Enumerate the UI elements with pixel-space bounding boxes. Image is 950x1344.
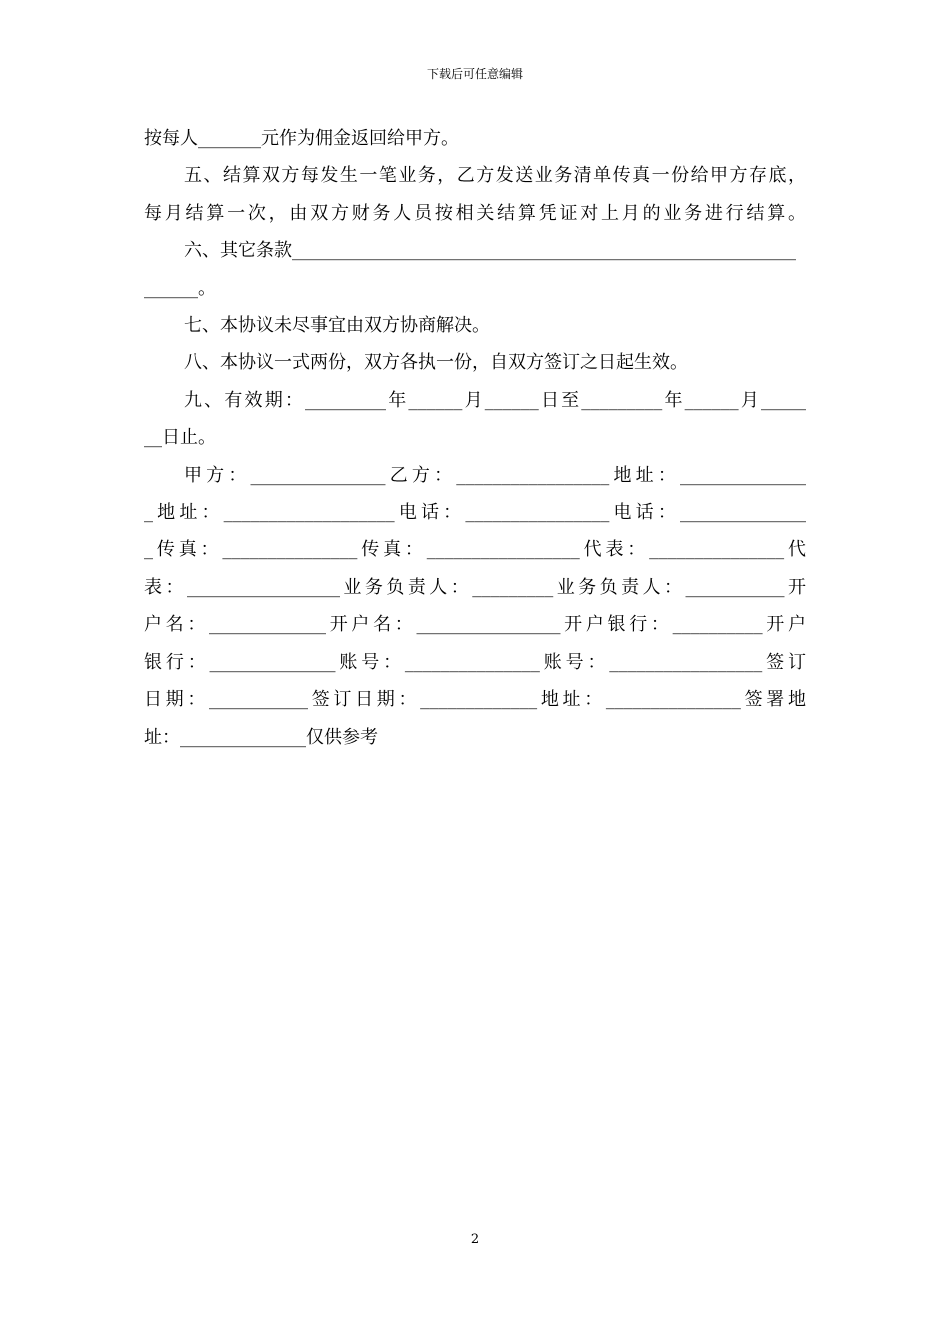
page-header: 下载后可任意编辑 <box>426 67 523 81</box>
page-number: 2 <box>470 1232 480 1247</box>
text-line: 日期：___________签订日期：_____________地址：_______________签署地 <box>144 689 806 711</box>
text-line: 五、结算双方每发生一笔业务，乙方发送业务清单传真一份给甲方存底， <box>184 165 806 187</box>
text-line: __日止。 <box>144 427 216 449</box>
text-line: 每月结算一次，由双方财务人员按相关结算凭证对上月的业务进行结算。 <box>144 202 806 224</box>
document-body <box>144 120 806 756</box>
text-line: 七、本协议未尽事宜由双方协商解决。 <box>184 315 490 337</box>
text-line: ______。 <box>144 277 216 299</box>
text-line: 表：_________________业务负责人：_________业务负责人：___________开 <box>144 576 806 598</box>
text-line: 按每人_______元作为佣金返回给甲方。 <box>144 128 459 149</box>
text-line: _传真：_______________传真：_________________代表：_______________代 <box>144 539 806 561</box>
text-line: 户名：_____________开户名：________________开户银行：__________开户 <box>144 614 806 636</box>
text-line: 八、本协议一式两份，双方各执一份，自双方签订之日起生效。 <box>184 352 688 374</box>
text-line: 甲方：_______________乙方：_________________地址：______________ <box>184 464 806 486</box>
text-line: 九、有效期：_________年______月______日至_________年______月_____ <box>184 389 806 411</box>
text-line: 址：______________仅供参考 <box>144 726 378 748</box>
text-line: 六、其它条款________________________________________________________ <box>184 240 796 262</box>
text-line: _地址：___________________电话：________________电话：______________ <box>144 502 806 524</box>
text-line: 银行：______________账号：_______________账号：_________________签订 <box>144 651 806 673</box>
